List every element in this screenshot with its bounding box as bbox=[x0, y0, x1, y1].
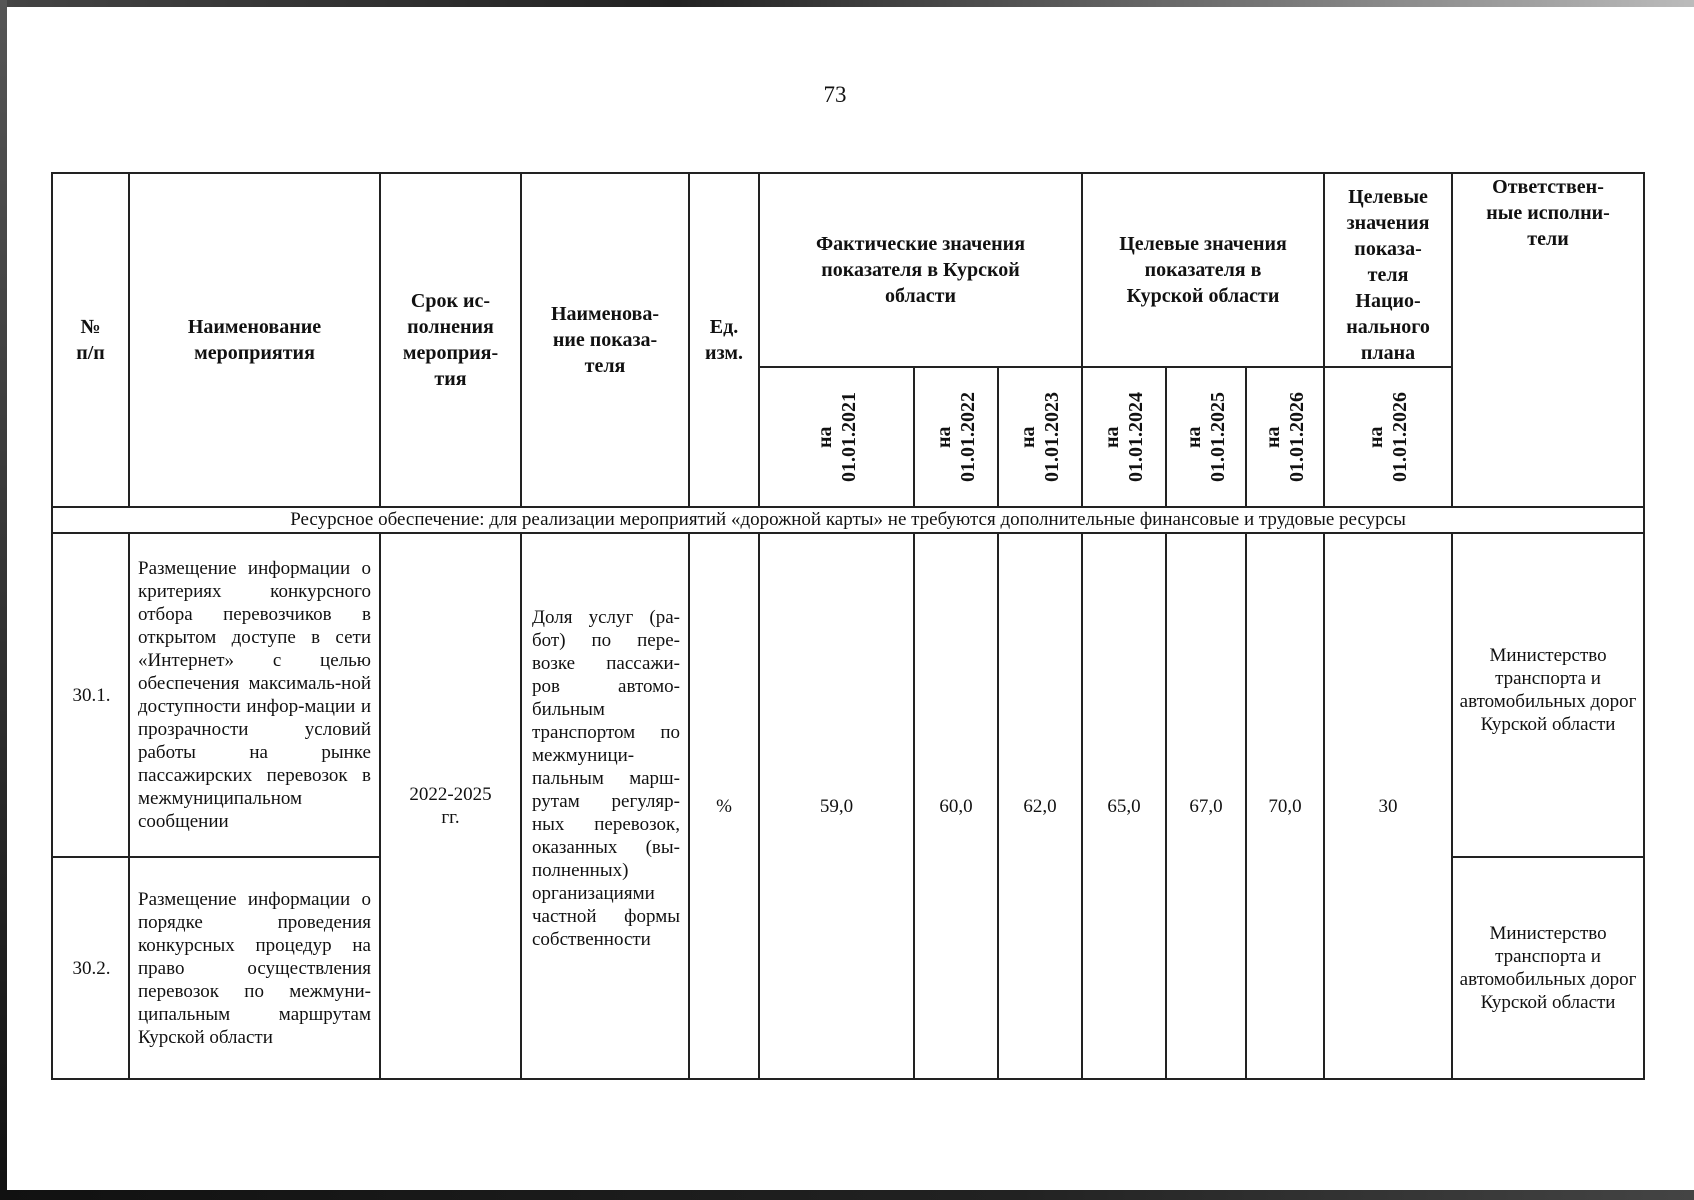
value-2021: 59,0 bbox=[759, 533, 914, 1079]
date-header: на 01.01.2025 bbox=[1166, 367, 1246, 507]
target-2026: 70,0 bbox=[1246, 533, 1324, 1079]
scan-edge-left bbox=[0, 0, 7, 1200]
responsible-executor: Министерство транспорта и автомобильных дорог Курской области bbox=[1452, 533, 1644, 857]
header-national-target: Целевые значения показа- теля Нацио- нального плана bbox=[1324, 173, 1452, 367]
national-target-2026: 30 bbox=[1324, 533, 1452, 1079]
date-header: на 01.01.2026 bbox=[1324, 367, 1452, 507]
value-2023: 62,0 bbox=[998, 533, 1082, 1079]
term-cell: 2022-2025 гг. bbox=[380, 533, 521, 1079]
table-row bbox=[52, 533, 1644, 857]
header-target-values: Целевые значения показателя в Курской области bbox=[1082, 173, 1324, 367]
page-number: 73 bbox=[823, 82, 847, 107]
header-indicator-name: Наименова- ние показа- теля bbox=[521, 173, 689, 507]
header-num: № п/п bbox=[52, 173, 129, 507]
unit-cell: % bbox=[689, 533, 759, 1079]
header-unit: Ед. изм. bbox=[689, 173, 759, 507]
date-header: на 01.01.2026 bbox=[1246, 367, 1324, 507]
date-header: на 01.01.2024 bbox=[1082, 367, 1166, 507]
row-number: 30.2. bbox=[52, 857, 129, 1079]
header-event-name: Наименование мероприятия bbox=[129, 173, 380, 507]
date-header: на 01.01.2021 bbox=[759, 367, 914, 507]
resource-note: Ресурсное обеспечение: для реализации мероприятий «дорожной карты» не требуются дополнительные финансовые и трудовые ресурсы bbox=[52, 507, 1644, 533]
header-row-1 bbox=[52, 173, 1644, 367]
indicator-description: Доля услуг (ра-бот) по пере-возке пассажи-ров автомо-бильным транспортом по межмуници-пальным марш-рутам регуляр-ных перевозок, оказанных (вы-полненных) организациями частной формы собственности bbox=[521, 533, 689, 1079]
date-header: на 01.01.2023 bbox=[998, 367, 1082, 507]
event-description: Размещение информации о критериях конкурсного отбора перевозчиков в открытом доступе в сети «Интернет» с целью обеспечения максималь-ной доступности инфор-мации и прозрачности условий работы на рынке пассажирских перевозок в межмуниципальном сообщении bbox=[129, 533, 380, 857]
header-term: Срок ис- полнения мероприя- тия bbox=[380, 173, 521, 507]
value-2022: 60,0 bbox=[914, 533, 998, 1079]
target-2024: 65,0 bbox=[1082, 533, 1166, 1079]
header-actual-values: Фактические значения показателя в Курской области bbox=[759, 173, 1082, 367]
header-responsible: Ответствен- ные исполни- тели bbox=[1452, 173, 1644, 507]
responsible-executor: Министерство транспорта и автомобильных дорог Курской области bbox=[1452, 857, 1644, 1079]
roadmap-table bbox=[51, 172, 1645, 1080]
scan-edge-top bbox=[0, 0, 1694, 7]
date-header: на 01.01.2022 bbox=[914, 367, 998, 507]
scan-edge-bottom bbox=[0, 1190, 1694, 1200]
resource-row bbox=[52, 507, 1644, 533]
target-2025: 67,0 bbox=[1166, 533, 1246, 1079]
row-number: 30.1. bbox=[52, 533, 129, 857]
event-description: Размещение информации о порядке проведения конкурсных процедур на право осуществления перевозок по межмуни-ципальным маршрутам Курской области bbox=[129, 857, 380, 1079]
